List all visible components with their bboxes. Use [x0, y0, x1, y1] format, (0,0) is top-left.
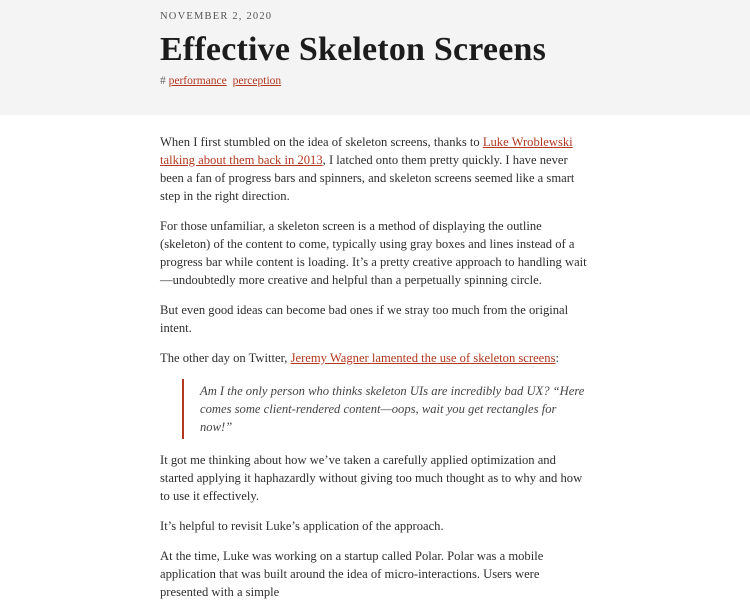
article-paragraph: At the time, Luke was working on a startup called Polar. Polar was a mobile application that was built around the idea of micro-interactions. Users were presented with a simple	[160, 549, 544, 599]
tweet-blockquote: Am I the only person who thinks skeleton UIs are incredibly bad UX? “Here comes some client-rendered content—oops, wait you get rectangles for now!”	[182, 379, 590, 439]
post-date: NOVEMBER 2, 2020	[160, 11, 273, 22]
paragraph-text: :	[555, 351, 559, 365]
article-paragraph: It’s helpful to revisit Luke’s application of the approach.	[160, 519, 444, 533]
paragraph-text: When I first stumbled on the idea of skeleton screens, thanks to	[160, 135, 483, 149]
paragraph-text: , I latched onto them pretty quickly. I have never been a fan of progress bars and spinners, and skeleton screens seemed like a smart step in the right direction.	[160, 153, 575, 203]
tag-hash-icon: #	[160, 75, 166, 88]
tag-perception-link[interactable]: perception	[232, 75, 282, 88]
article-paragraph	[160, 133, 590, 205]
post-header	[0, 0, 750, 115]
article-paragraph: For those unfamiliar, a skeleton screen is a method of displaying the outline (skeleton) of the content to come, typically using gray boxes and lines instead of a progress bar while content is loading. It’s a pretty creative approach to handling wait—undoubtedly more creative and helpful than a perpetually spinning circle.	[160, 219, 587, 287]
post-title: Effective Skeleton Screens	[160, 31, 547, 68]
article-paragraph: It got me thinking about how we’ve taken a carefully applied optimization and started applying it haphazardly without giving too much thought as to why and how to use it effectively.	[160, 453, 583, 503]
tag-performance-link[interactable]: performance	[168, 75, 227, 88]
post-header-inner	[160, 0, 710, 87]
article-paragraph	[160, 349, 590, 367]
jeremy-wagner-link[interactable]: Jeremy Wagner lamented the use of skeleton screens	[290, 351, 556, 365]
post-tags	[160, 75, 710, 87]
article-body	[160, 133, 590, 613]
luke-wroblewski-link[interactable]: Luke Wroblewski talking about them back in 2013	[160, 135, 573, 167]
paragraph-text: The other day on Twitter,	[160, 351, 291, 365]
article-paragraph: But even good ideas can become bad ones if we stray too much from the original intent.	[160, 303, 569, 335]
